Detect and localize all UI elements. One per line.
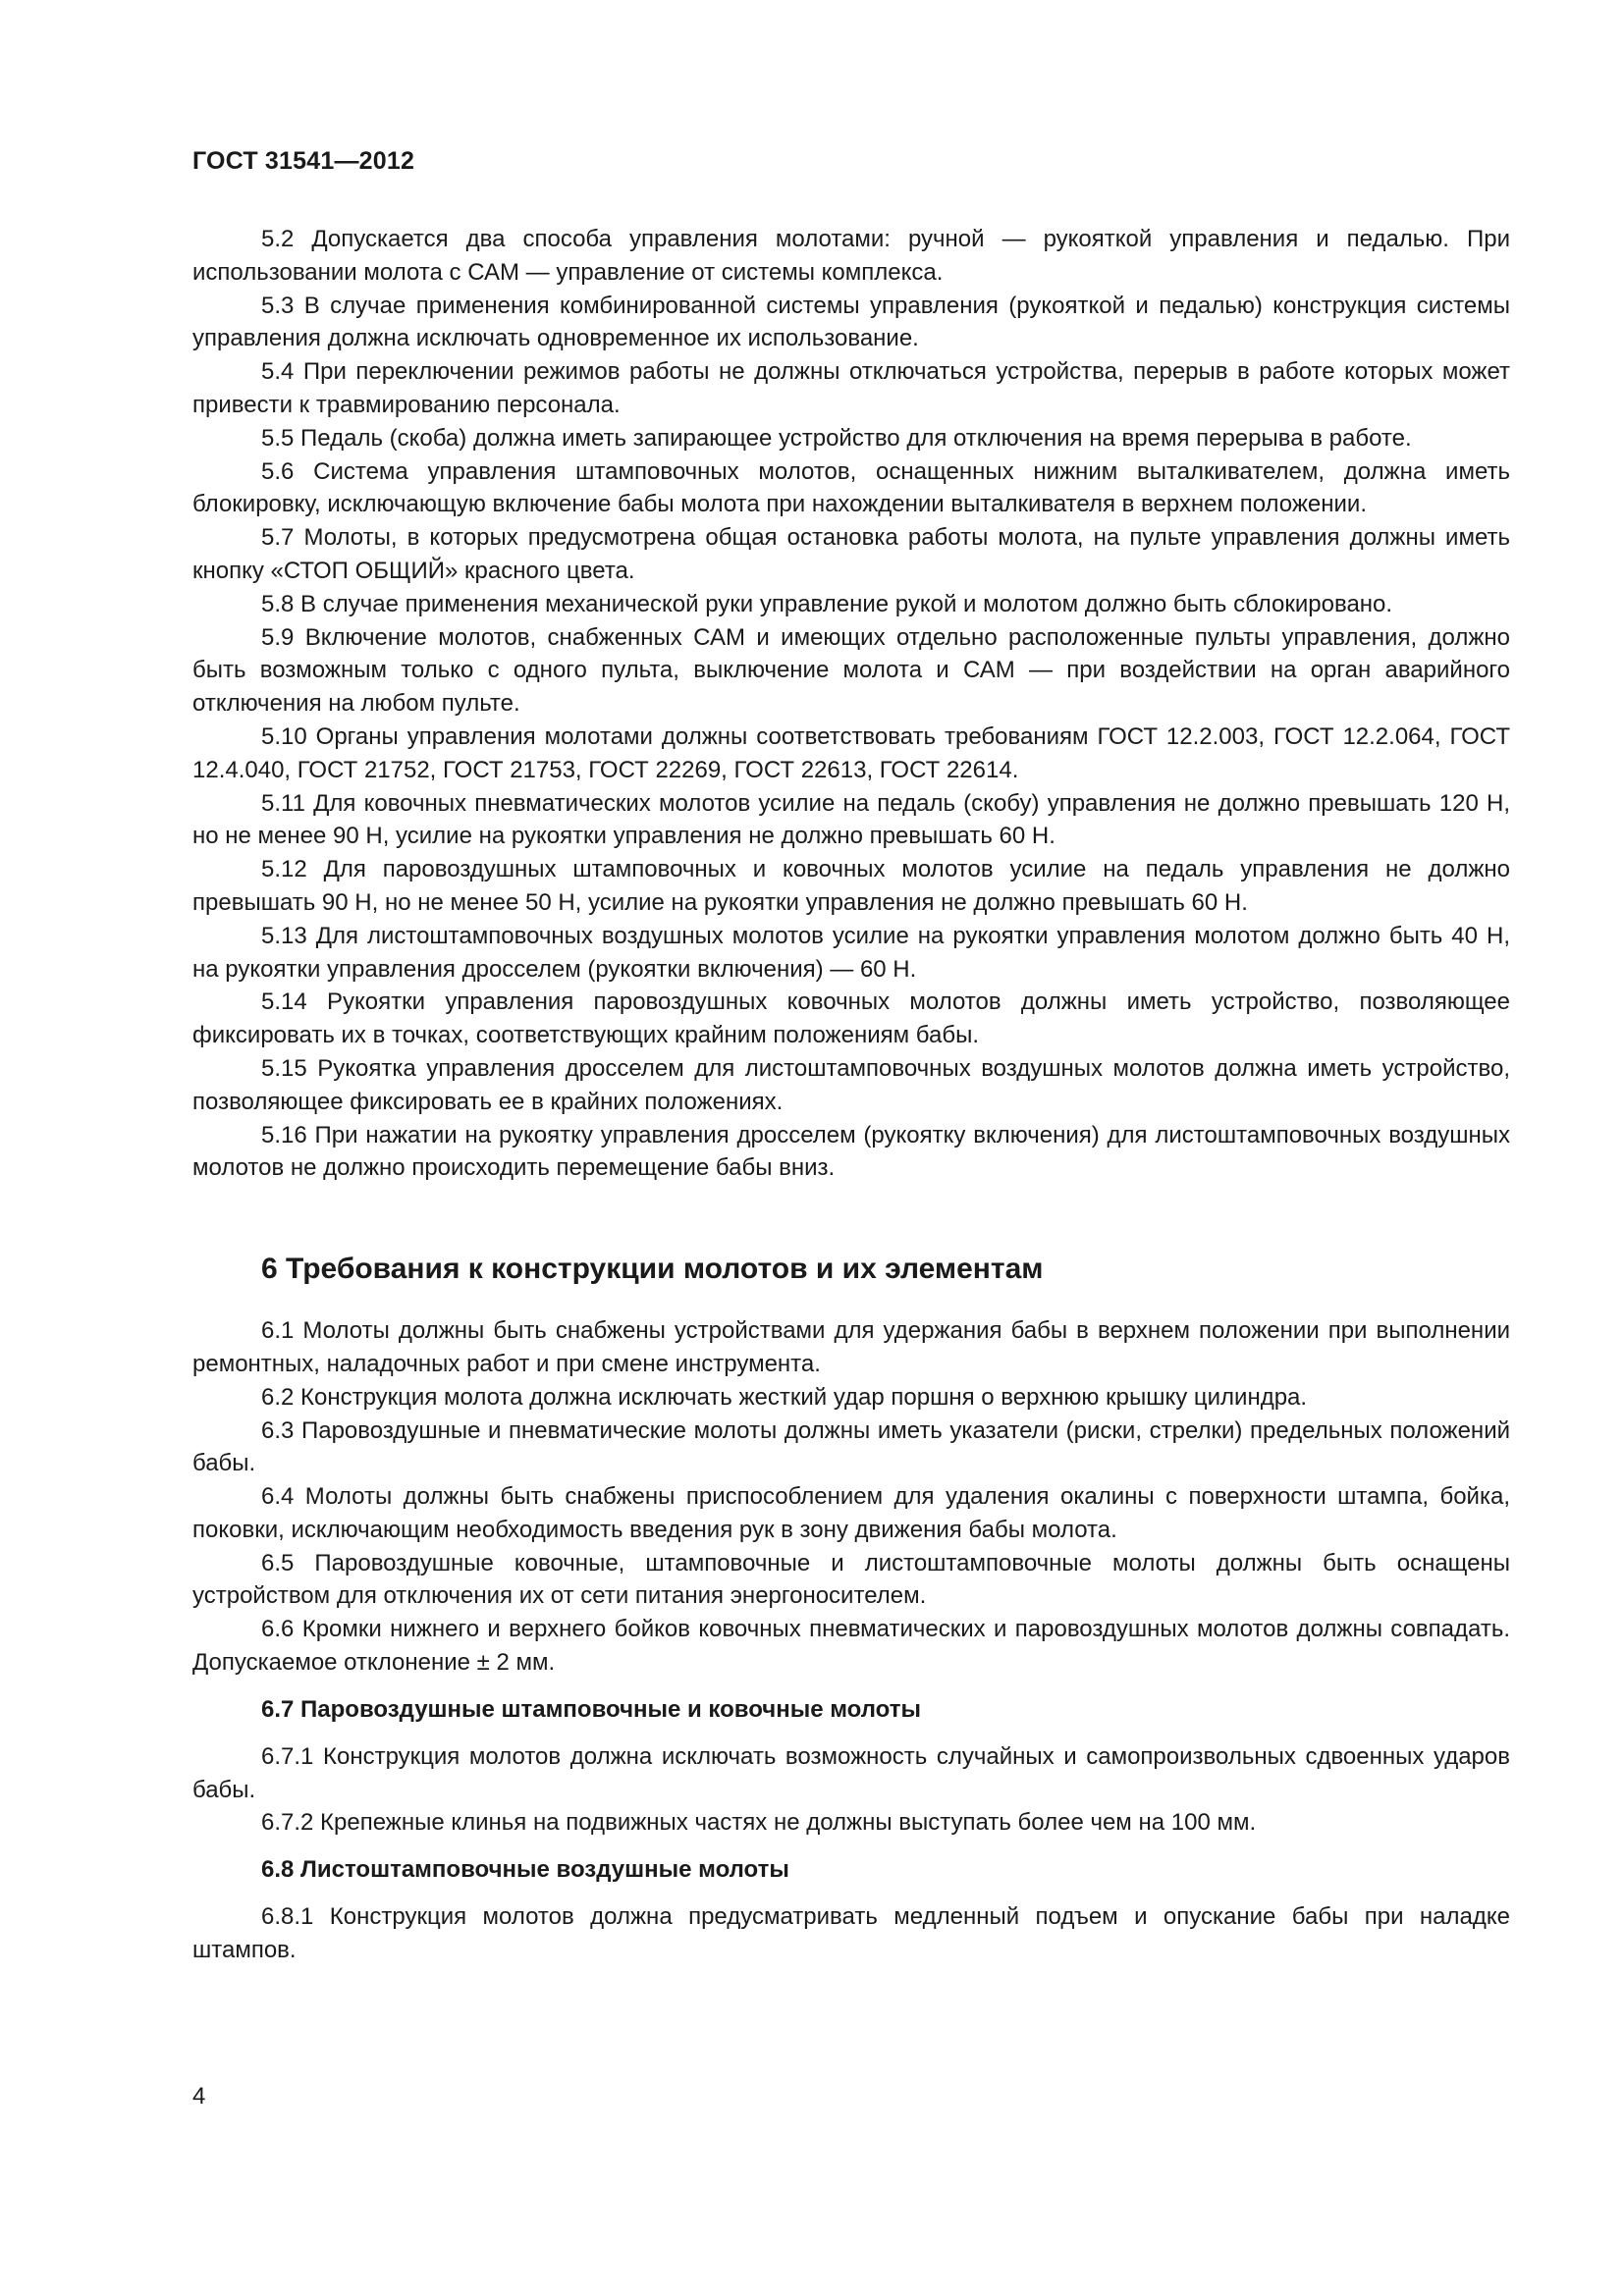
paragraph-5-3: 5.3 В случае применения комбинированной системы управления (рукояткой и педалью) конструкция системы управления должна исключать одновременное их использование. <box>192 292 1510 352</box>
paragraph-5-15: 5.15 Рукоятка управления дросселем для листоштамповочных воздушных молотов должна иметь устройство, позволяющее фиксировать ее в крайних положениях. <box>192 1054 1510 1115</box>
paragraph-5-4: 5.4 При переключении режимов работы не должны отключаться устройства, перерыв в работе которых может привести к травмированию персонала. <box>192 358 1510 418</box>
paragraph-6-8-1: 6.8.1 Конструкция молотов должна предусматривать медленный подъем и опускание бабы при наладке штампов. <box>192 1903 1510 1964</box>
paragraph-5-11: 5.11 Для ковочных пневматических молотов усилие на педаль (скобу) управления не должно превышать 120 Н, но не менее 90 Н, усилие на рукоятки управления не должно превышать 60 Н. <box>192 789 1510 850</box>
paragraph-6-5: 6.5 Паровоздушные ковочные, штамповочные и листоштамповочные молоты должны быть оснащены устройством для отключения их от сети питания энергоносителем. <box>192 1549 1510 1610</box>
paragraph-5-12: 5.12 Для паровоздушных штамповочных и ковочных молотов усилие на педаль управления не должно превышать 90 Н, но не менее 50 Н, усилие на рукоятки управления не должно превышать 60 Н. <box>192 856 1510 916</box>
document-body <box>192 223 1510 1967</box>
paragraph-6-3: 6.3 Паровоздушные и пневматические молоты должны иметь указатели (риски, стрелки) предельных положений бабы. <box>192 1416 1510 1477</box>
paragraph-5-13: 5.13 Для листоштамповочных воздушных молотов усилие на рукоятки управления молотом должно быть 40 Н, на рукоятки управления дросселем (рукоятки включения) — 60 Н. <box>192 922 1510 983</box>
paragraph-6-7-1: 6.7.1 Конструкция молотов должна исключать возможность случайных и самопроизвольных сдвоенных ударов бабы. <box>192 1742 1510 1803</box>
paragraph-6-7-2: 6.7.2 Крепежные клинья на подвижных частях не должны выступать более чем на 100 мм. <box>261 1809 1257 1837</box>
paragraph-6-4: 6.4 Молоты должны быть снабжены приспособлением для удаления окалины с поверхности штампа, бойка, поковки, исключающим необходимость введения рук в зону движения бабы молота. <box>192 1483 1510 1543</box>
section-6-heading: 6 Требования к конструкции молотов и их элементам <box>261 1253 1044 1286</box>
paragraph-6-2: 6.2 Конструкция молота должна исключать жесткий удар поршня о верхнюю крышку цилиндра. <box>261 1383 1308 1411</box>
paragraph-5-6: 5.6 Система управления штамповочных молотов, оснащенных нижним выталкивателем, должна иметь блокировку, исключающую включение бабы молота при нахождении выталкивателя в верхнем положении. <box>192 457 1510 518</box>
subsection-6-8-heading: 6.8 Листоштамповочные воздушные молоты <box>261 1856 789 1884</box>
paragraph-6-1: 6.1 Молоты должны быть снабжены устройствами для удержания бабы в верхнем положении при выполнении ремонтных, наладочных работ и при смене инструмента. <box>192 1317 1510 1377</box>
paragraph-5-5: 5.5 Педаль (скоба) должна иметь запирающее устройство для отключения на время перерыва в работе. <box>261 424 1412 452</box>
subsection-6-7-heading: 6.7 Паровоздушные штамповочные и ковочные молоты <box>261 1695 921 1723</box>
paragraph-5-7: 5.7 Молоты, в которых предусмотрена общая остановка работы молота, на пульте управления должны иметь кнопку «СТОП ОБЩИЙ» красного цвета. <box>192 524 1510 584</box>
paragraph-5-2: 5.2 Допускается два способа управления молотами: ручной — рукояткой управления и педалью. При использовании молота с САМ — управление от системы комплекса. <box>192 226 1510 286</box>
paragraph-5-14: 5.14 Рукоятки управления паровоздушных ковочных молотов должны иметь устройство, позволяющее фиксировать их в точках, соответствующих крайним положениям бабы. <box>192 988 1510 1049</box>
page-number: 4 <box>192 2083 206 2109</box>
document-header-code: ГОСТ 31541—2012 <box>192 147 415 175</box>
paragraph-5-16: 5.16 При нажатии на рукоятку управления дросселем (рукоятку включения) для листоштамповочных воздушных молотов не должно происходить перемещение бабы вниз. <box>192 1121 1510 1182</box>
paragraph-5-9: 5.9 Включение молотов, снабженных САМ и имеющих отдельно расположенные пульты управления, должно быть возможным только с одного пульта, выключение молота и САМ — при воздействии на орган аварийного отключения на любом пульте. <box>192 623 1510 718</box>
paragraph-5-10: 5.10 Органы управления молотами должны соответствовать требованиям ГОСТ 12.2.003, ГОСТ 12.2.064, ГОСТ 12.4.040, ГОСТ 21752, ГОСТ 21753, ГОСТ 22269, ГОСТ 22613, ГОСТ 22614. <box>192 722 1510 783</box>
paragraph-5-8: 5.8 В случае применения механической руки управление рукой и молотом должно быть сблокировано. <box>261 590 1393 617</box>
paragraph-6-6: 6.6 Кромки нижнего и верхнего бойков ковочных пневматических и паровоздушных молотов должны совпадать. Допускаемое отклонение ± 2 мм. <box>192 1616 1510 1677</box>
